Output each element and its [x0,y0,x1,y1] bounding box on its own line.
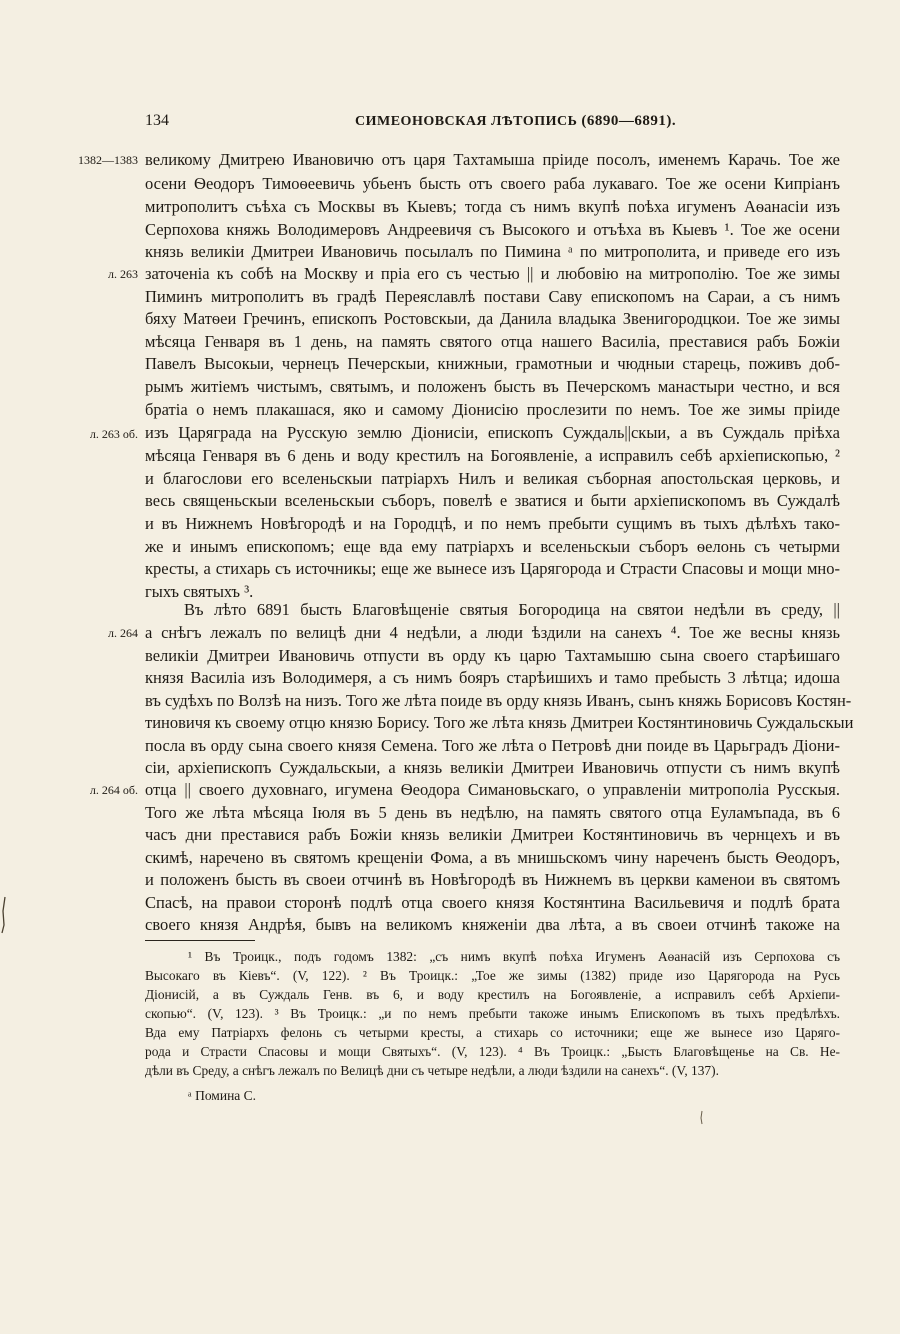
running-title-years: (6890—6891). [581,113,677,129]
text-line: заточеніа къ собѣ на Москву и пріа его съ честью || и любовію на митрополію. Тое же зимы [145,264,840,283]
variant-reading-note: ᵃ Помина С. [188,1088,257,1103]
text-line: и благослови его вселеньскыи патріархъ Нилъ и великая съборная апостольская церковь, и [145,469,840,488]
page-number: 134 [145,112,169,129]
running-title-text: СИМЕОНОВСКАЯ ЛѢТОПИСЬ [355,114,578,129]
running-title [355,113,676,130]
text-line: братіа о немъ плакашася, яко и самому Діонисію прослезити по немъ. Тое же зимы пріиде [145,400,840,419]
text-line: князь великіи Дмитреи Ивановичь посылалъ по Пимина ᵃ по митрополита, и приведе его изъ [145,242,840,261]
footnote-line: скопью“. (V, 123). ³ Въ Троицк.: „и по немъ пребыти такоже инымъ Епископомъ въ тыхъ предѣлѣхъ. [145,1006,840,1021]
margin-note-folio: л. 263 [108,267,138,281]
footnote-line: ¹ Въ Троицк., подъ годомъ 1382: „съ нимъ вкупѣ поѣха Игуменъ Аѳанасій изъ Серпохова съ [188,949,840,964]
footnote-divider [145,940,255,941]
stray-mark [699,1110,705,1126]
text-line: Серпохова княжь Володимеровъ Андреевичя съ Высокого и отъѣха въ Кыевъ ¹. Тое же осени [145,220,840,239]
text-line: великіи Дмитреи Ивановичь отпусти въ орду къ царю Тахтамышю сына своего старѣишаго [145,646,840,665]
text-line: Павелъ Высокыи, чернецъ Печерскыи, книжныи, грамотныи и чюдныи старець, поживъ доб- [145,354,840,373]
text-line: мѣсяца Генваря въ 6 день и воду крестилъ на Богоявленіе, а исправилъ себѣ архіепископью, ² [145,446,840,465]
margin-note-years: 1382—1383 [78,153,138,167]
margin-mark [0,895,8,935]
text-line: изъ Царяграда на Русскую землю Діонисіи, епископъ Суждаль||скыи, а въ Суждаль пріѣха [145,423,840,442]
text-line: Въ лѣто 6891 бысть Благовѣщеніе святыя Богородица на святои недѣли въ среду, || [184,600,840,619]
page-header [145,112,845,138]
footnote-line: Вда ему Патріархъ фелонь съ четырми кресты, а стихарь со источники; еще же вынесе изо Царяго- [145,1025,840,1040]
text-line: тиновичя къ своему отцю князю Борису. Того же лѣта князь Дмитреи Костянтиновичь Суждальскыи [145,713,854,732]
text-line: весь священьскыи вселеньскыи съборъ, повелѣ е зватися и быти архіепископомъ въ Суждалѣ [145,491,840,510]
text-line: и въ Нижнемъ Новѣгородѣ и на Городцѣ, и по немъ пребыти сущимъ въ тыхъ дѣлѣхъ тако- [145,514,840,533]
text-line: а снѣгъ лежалъ по велицѣ дни 4 недѣли, а люди ѣздили на санехъ ⁴. Тое же весны князь [145,623,840,642]
text-line: скимѣ, наречено въ святомъ крещеніи Фома, а въ мнишьскомъ чину нареченъ бысть Ѳеодоръ, [145,848,840,867]
margin-note-folio: л. 263 об. [89,427,138,441]
footnote-line: дѣли въ Среду, а снѣгъ лежалъ по Велицѣ дни съ четыре недѣли, а люди ѣздили на санехъ“. (V, 137). [145,1063,719,1078]
text-line: гыхъ святыхъ ³. [145,582,254,601]
text-line: же и инымъ епископомъ; еще вда ему патріархъ и вселеньскыи съборъ ѳелонь съ четырми [145,537,840,556]
text-line: митрополитъ съѣха съ Москвы въ Кыевъ; тогда съ нимъ вкупѣ поѣха игуменъ Аѳанасіи изъ [145,197,840,216]
margin-note-folio: л. 264 об. [89,783,138,797]
footnote-line: Діонисій, а въ Суждаль Генв. въ 6, и воду крестилъ на Богоявленіе, а исправилъ себѣ Архіепи- [145,987,840,1002]
margin-note-folio: л. 264 [108,626,138,640]
text-line: Пиминъ митрополитъ въ градѣ Переяславлѣ постави Саву епископомъ на Сараи, а съ нимъ [145,287,840,306]
text-line: великому Дмитрею Ивановичю отъ царя Тахтамыша пріиде посолъ, именемъ Карачь. Тое же [145,150,840,169]
footnote-line: Высокаго въ Кіевъ“. (V, 122). ² Въ Троицк.: „Тое же зимы (1382) приде изо Царягорода на Русь [145,968,840,983]
text-line: кресты, а стихарь съ источникы; еще же вынесе изъ Царягорода и Страсти Спасовы и мощи мно- [145,559,840,578]
footnote-line: рода и Страсти Спасовы и мощи Святыхъ“. (V, 123). ⁴ Въ Троицк.: „Бысть Благовѣщенье на Св. Не- [145,1044,840,1059]
text-line: бяху Матѳеи Гречинъ, епископъ Ростовскыи, да Данила владыка Звенигородцкои. Тое же зимы [145,309,840,328]
text-line: Спасѣ, на правои сторонѣ подлѣ отца своего князя Костянтина Васильевичя и подлѣ брата [145,893,840,912]
text-line: сіи, архіепископъ Суждальскыи, а князь великіи Дмитреи Ивановичь отпусти съ нимъ вкупѣ [145,758,840,777]
text-line: Того же лѣта мѣсяца Іюля въ 5 день въ недѣлю, на память святого отца Еуламъпада, въ 6 [145,803,840,822]
text-line: отца || своего духовнаго, игумена Ѳеодора Симановьскаго, о управленіи митрополіа Русскыя. [145,780,840,799]
text-line: посла въ орду сына своего князя Семена. Того же лѣта о Петровѣ дни поиде въ Царьградъ Діони- [145,736,840,755]
text-line: князя Василіа изъ Володимеря, а съ нимъ бояръ старѣишихъ и тамо пребысть 3 лѣтца; идоша [145,668,840,687]
text-line: рымъ житіемъ чистымъ, святымъ, и положенъ бысть въ Печерскомъ манастыри честно, и вся [145,377,840,396]
text-line: въ судѣхъ по Волзѣ на низъ. Того же лѣта поиде въ орду князь Иванъ, сынъ княжь Борисовъ Костян- [145,691,852,710]
text-line: мѣсяца Генваря въ 1 день, на память святого отца нашего Василіа, преставися рабъ Божіи [145,332,840,351]
text-line: осени Ѳеодоръ Тимоѳеевичь убьенъ бысть отъ своего раба лукаваго. Тое же осени Кипріанъ [145,174,840,193]
text-line: часъ дни преставися рабъ Божіи князь великіи Дмитреи Костянтиновичь въ чернцехъ и въ [145,825,840,844]
text-line: и положенъ бысть въ своеи отчинѣ въ Новѣгородѣ въ Нижнемъ въ церкви каменои въ святомъ [145,870,840,889]
text-line: своего князя Андрѣя, бывъ на великомъ княженіи два лѣта, а въ своеи отчинѣ такоже на [145,915,840,934]
